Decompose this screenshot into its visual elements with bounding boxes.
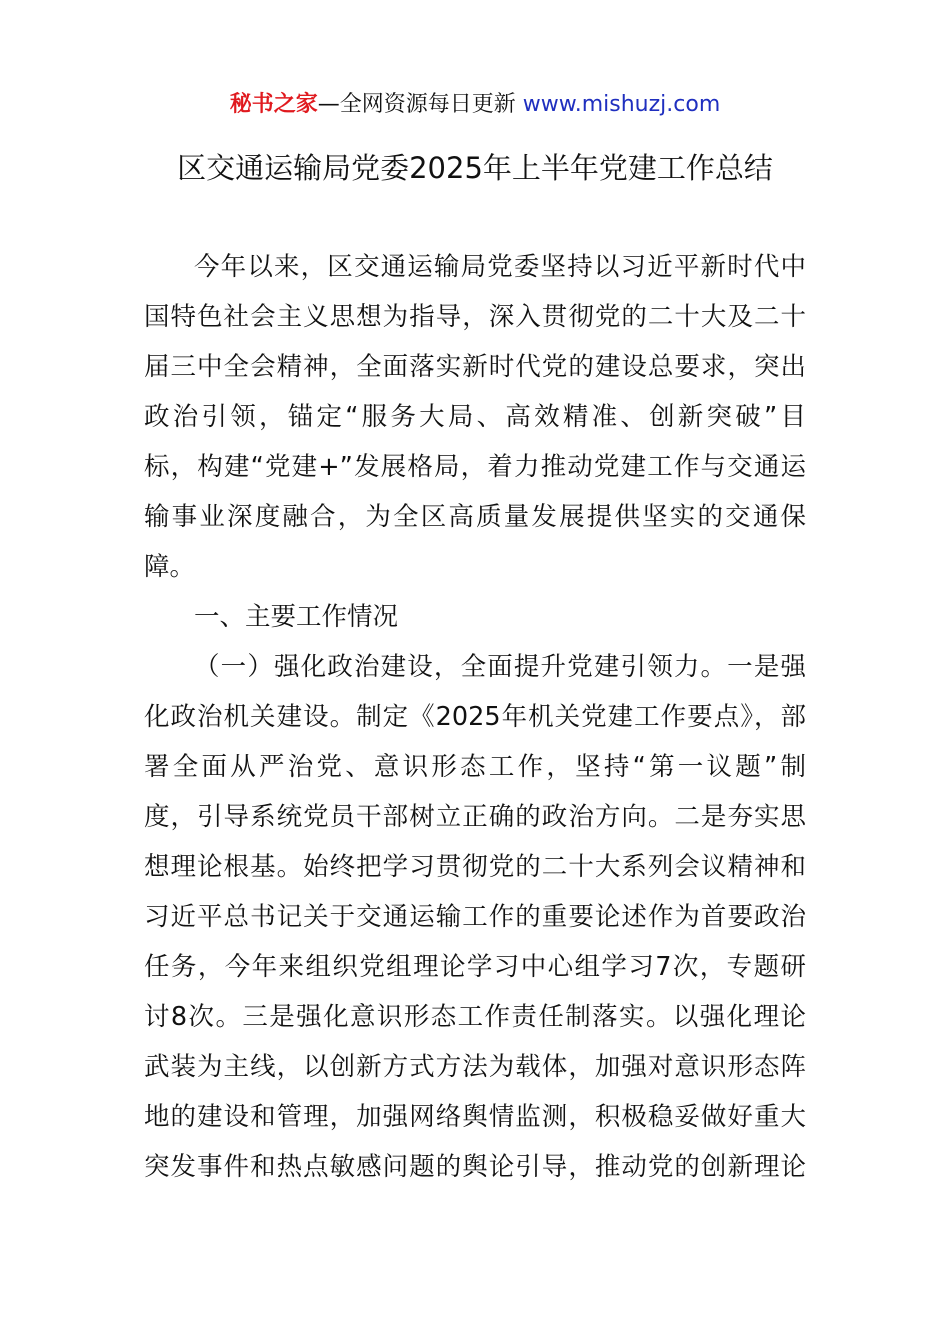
- brand-tagline: —全网资源每日更新: [317, 92, 516, 117]
- paragraph-line: 突发事件和热点敏感问题的舆论引导，推动党的创新理论: [144, 1152, 806, 1182]
- document-body: [144, 242, 806, 1192]
- paragraph-line: 障。: [144, 552, 196, 582]
- paragraph-line: 任务，今年来组织党组理论学习中心组学习7次，专题研: [144, 952, 806, 982]
- paragraph-line: 届三中全会精神，全面落实新时代党的建设总要求，突出: [144, 352, 806, 382]
- paragraph-line: 武装为主线，以创新方式方法为载体，加强对意识形态阵: [144, 1052, 806, 1082]
- paragraph-line: 习近平总书记关于交通运输工作的重要论述作为首要政治: [144, 902, 806, 932]
- paragraph-line: （一）强化政治建设，全面提升党建引领力。一是强: [194, 652, 806, 682]
- document-title: 区交通运输局党委2025年上半年党建工作总结: [177, 151, 773, 185]
- section-heading: 一、主要工作情况: [194, 602, 399, 632]
- paragraph-line: 署全面从严治党、意识形态工作，坚持“第一议题”制: [144, 752, 806, 782]
- paragraph-line: 想理论根基。始终把学习贯彻党的二十大系列会议精神和: [144, 852, 806, 882]
- paragraph-line: 标，构建“党建+”发展格局，着力推动党建工作与交通运: [144, 452, 806, 482]
- brand-name: 秘书之家: [229, 92, 318, 117]
- paragraph-line: 国特色社会主义思想为指导，深入贯彻党的二十大及二十: [144, 302, 806, 332]
- watermark-header: [0, 88, 950, 122]
- paragraph-line: 政治引领，锚定“服务大局、高效精准、创新突破”目: [144, 402, 806, 432]
- site-url[interactable]: www.mishuzj.com: [522, 92, 721, 117]
- paragraph-line: 化政治机关建设。制定《2025年机关党建工作要点》，部: [144, 702, 806, 732]
- paragraph-line: 讨8次。三是强化意识形态工作责任制落实。以强化理论: [144, 1002, 806, 1032]
- paragraph-line: 地的建设和管理，加强网络舆情监测，积极稳妥做好重大: [144, 1102, 806, 1132]
- paragraph-line: 输事业深度融合，为全区高质量发展提供坚实的交通保: [144, 502, 806, 532]
- paragraph-line: 今年以来，区交通运输局党委坚持以习近平新时代中: [194, 252, 806, 282]
- paragraph-line: 度，引导系统党员干部树立正确的政治方向。二是夯实思: [144, 802, 806, 832]
